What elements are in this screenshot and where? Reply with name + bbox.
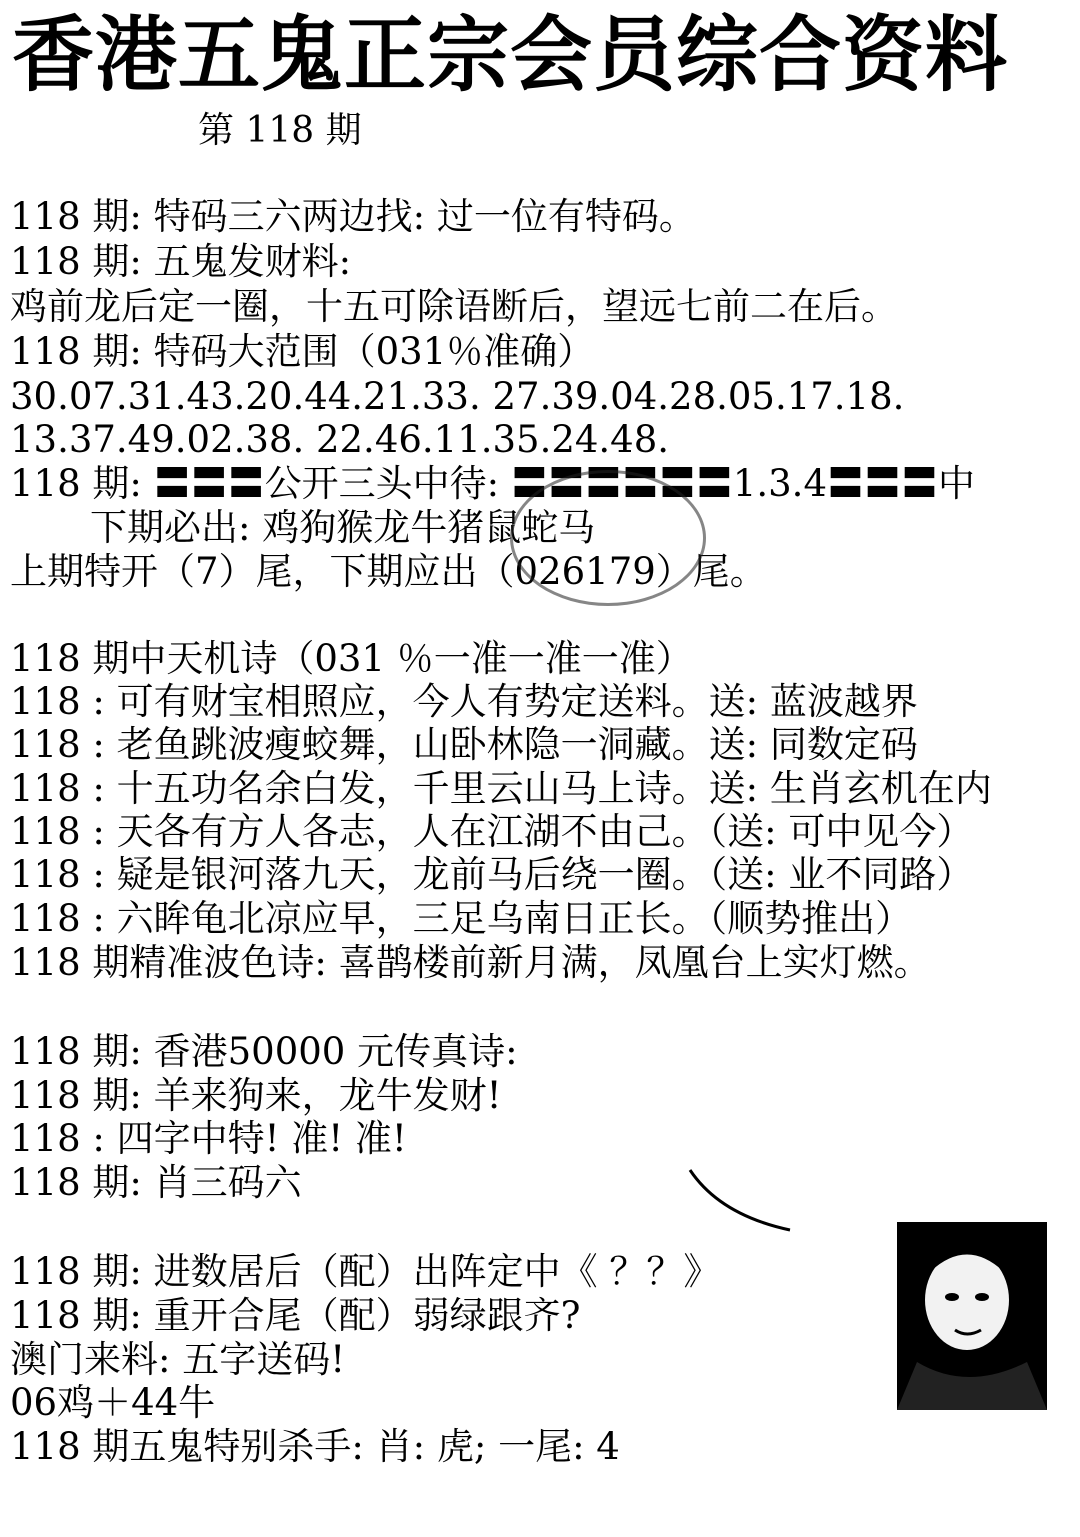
poem-line: 118 : 六眸龟北凉应早，三足乌南日正长。（顺势推出） [10,897,913,940]
text-line: 118 期: 羊来狗来，龙牛发财! [10,1074,502,1117]
text-line: 118 期: 特码三六两边找: 过一位有特码。 [10,195,696,238]
pen-stroke [680,1160,800,1240]
number-list-line: 30.07.31.43.20.44.21.33. 27.39.04.28.05.17.18. [10,375,905,418]
text-line: 118 期: 特码大范围（031％准确） [10,330,595,373]
text-line: 鸡前龙后定一圈，十五可除语断后，望远七前二在后。 [10,285,898,328]
text-line: 118 期: 五鬼发财料: [10,240,352,283]
text-line: 118 期精准波色诗: 喜鹊楼前新月满，凤凰台上实灯燃。 [10,941,931,984]
number-list-line: 13.37.49.02.38. 22.46.11.35.24.48. [10,418,670,461]
text-line: 118 期: 肖三码六 [10,1161,302,1204]
text-line: 118 期: 香港50000 元传真诗: [10,1030,518,1073]
stamp-mark [510,470,706,606]
text-line: 118 期: 〓〓〓公开三头中待: 〓〓〓〓〓〓1.3.4〓〓〓中 [10,462,975,505]
poem-heading: 118 期中天机诗（031 ％一准一准一准） [10,637,693,680]
poem-line: 118 : 十五功名余白发，千里云山马上诗。送: 生肖玄机在内 [10,767,992,810]
portrait-photo [897,1222,1047,1410]
text-line: 118 期: 重开合尾（配）弱绿跟齐? [10,1294,581,1337]
poem-line: 118 : 可有财宝相照应，今人有势定送料。送: 蓝波越界 [10,680,918,723]
poem-line: 118 : 疑是银河落九天，龙前马后绕一圈。（送: 业不同路） [10,853,974,896]
poem-line: 118 : 天各有方人各志，人在江湖不由己。（送: 可中见今） [10,810,974,853]
text-line: 澳门来料: 五字送码! [10,1338,346,1381]
text-line: 118 : 四字中特! 准! 准! [10,1117,407,1160]
text-line: 118 期: 进数居后（配）出阵定中《 ？？》 [10,1250,721,1293]
text-line: 118 期五鬼特别杀手: 肖: 虎; 一尾: 4 [10,1425,620,1468]
issue-number: 第 118 期 [198,110,362,151]
text-line: 06鸡＋44牛 [10,1381,216,1424]
poem-line: 118 : 老鱼跳波瘦蛟舞，山卧林隐一洞藏。送: 同数定码 [10,723,918,766]
text-line: 下期必出: 鸡狗猴龙牛猪鼠蛇马 [90,506,596,549]
document-title: 香港五鬼正宗会员综合资料 [12,8,1009,103]
text-line: 上期特开（7）尾，下期应出（026179）尾。 [10,550,767,593]
